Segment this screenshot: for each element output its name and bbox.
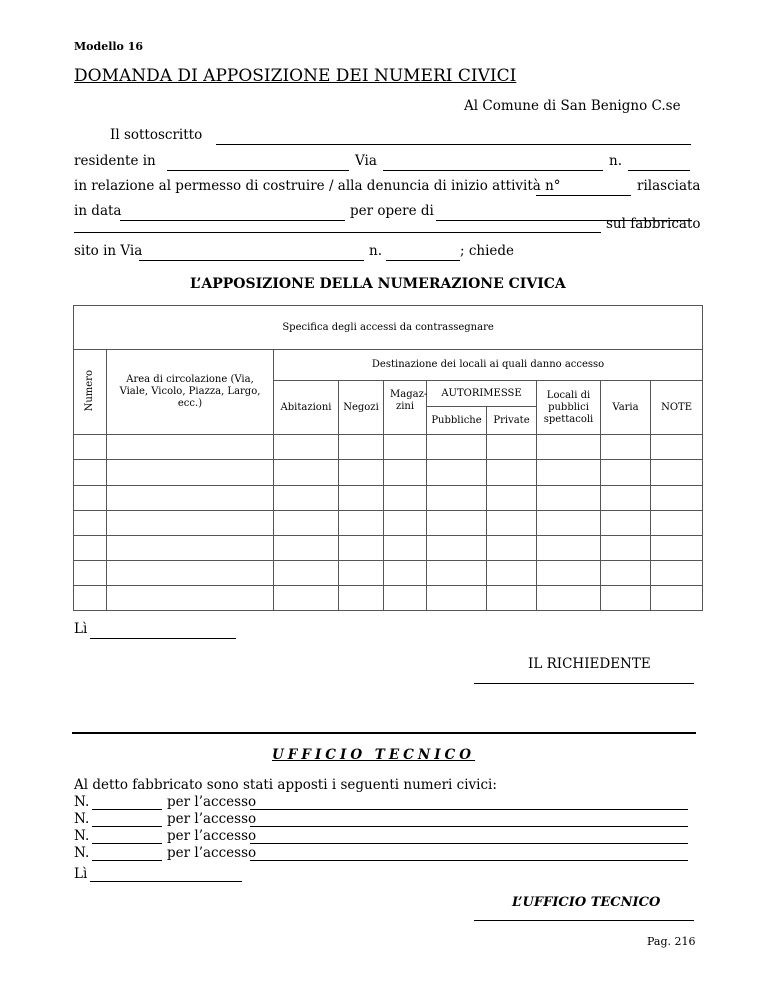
locali-header: Locali di pubblici spettacoli — [537, 381, 601, 435]
site-label: sito in Via — [74, 243, 143, 259]
number-field[interactable] — [628, 170, 690, 171]
accesso-label: per l’accesso — [167, 811, 257, 827]
permit-number-field[interactable] — [536, 195, 631, 196]
ufficio-signature-label: L’UFFICIO TECNICO — [512, 895, 661, 910]
table-row — [74, 585, 703, 610]
model-label: Modello 16 — [74, 40, 144, 53]
site-number-label: n. — [369, 243, 382, 259]
document-title: DOMANDA DI APPOSIZIONE DEI NUMERI CIVICI — [74, 66, 517, 86]
civic-number-label: N. — [74, 845, 90, 861]
civic-number-field[interactable] — [92, 809, 162, 810]
site-number-field[interactable] — [386, 260, 460, 261]
applicant-name-field[interactable] — [216, 144, 691, 145]
numero-header: Numero — [74, 350, 107, 435]
ufficio-intro: Al detto fabbricato sono stati apposti i seguenti numeri civici: — [74, 777, 497, 793]
residence-field[interactable] — [167, 170, 349, 171]
number-label: n. — [609, 153, 622, 169]
site-street-field[interactable] — [139, 260, 364, 261]
works-field-continued[interactable] — [74, 232, 601, 233]
issued-label: rilasciata — [637, 178, 701, 194]
civic-number-field[interactable] — [92, 843, 162, 844]
page-number: Pag. 216 — [647, 935, 696, 948]
request-label: ; chiede — [460, 243, 515, 259]
building-label: sul fabbricato — [606, 216, 701, 232]
applicant-signature-label: IL RICHIEDENTE — [528, 656, 651, 672]
civic-number-field[interactable] — [92, 860, 162, 861]
permit-label: in relazione al permesso di costruire / alla denuncia di inizio attività n° — [74, 178, 561, 194]
accesso-field[interactable] — [250, 860, 688, 861]
via-field[interactable] — [383, 170, 603, 171]
table-row — [74, 560, 703, 585]
ufficio-place-label: Lì — [74, 866, 88, 882]
accesso-label: per l’accesso — [167, 794, 257, 810]
ufficio-signature-field[interactable] — [474, 920, 694, 921]
accesso-label: per l’accesso — [167, 845, 257, 861]
table-row — [74, 460, 703, 485]
abitazioni-header: Abitazioni — [274, 381, 339, 435]
applicant-signature-field[interactable] — [474, 683, 694, 684]
accesso-field[interactable] — [250, 826, 688, 827]
accesso-field[interactable] — [250, 843, 688, 844]
area-header: Area di circolazione (Via, Viale, Vicolo, Piazza, Largo, ecc.) — [107, 350, 274, 435]
residence-label: residente in — [74, 153, 156, 169]
civic-number-label: N. — [74, 794, 90, 810]
works-label: per opere di — [350, 203, 434, 219]
magazzini-header: Magaz- zini — [384, 381, 427, 435]
ufficio-place-field[interactable] — [90, 881, 242, 882]
place-field[interactable] — [90, 638, 236, 639]
access-table — [73, 305, 703, 611]
table-row — [74, 535, 703, 560]
civic-number-label: N. — [74, 828, 90, 844]
date-label: in data — [74, 203, 122, 219]
recipient: Al Comune di San Benigno C.se — [464, 98, 681, 114]
varia-header: Varia — [601, 381, 651, 435]
accesso-label: per l’accesso — [167, 828, 257, 844]
via-label: Via — [355, 153, 377, 169]
applicant-label: Il sottoscritto — [110, 127, 203, 143]
destinazione-header: Destinazione dei locali ai quali danno accesso — [274, 350, 703, 381]
negozi-header: Negozi — [339, 381, 384, 435]
civic-number-field[interactable] — [92, 826, 162, 827]
note-header: NOTE — [651, 381, 703, 435]
pubbliche-header: Pubbliche — [427, 407, 487, 435]
table-row — [74, 485, 703, 510]
date-field[interactable] — [120, 220, 345, 221]
ufficio-title: UFFICIO TECNICO — [272, 747, 476, 763]
section-divider — [72, 732, 696, 734]
accesso-field[interactable] — [250, 809, 688, 810]
table-row — [74, 435, 703, 460]
section-title: L’APPOSIZIONE DELLA NUMERAZIONE CIVICA — [190, 276, 566, 292]
autorimesse-header: AUTORIMESSE — [427, 381, 537, 407]
civic-number-label: N. — [74, 811, 90, 827]
place-label: Lì — [74, 621, 88, 637]
private-header: Private — [487, 407, 537, 435]
table-header-top: Specifica degli accessi da contrassegnare — [74, 306, 703, 350]
table-row — [74, 510, 703, 535]
